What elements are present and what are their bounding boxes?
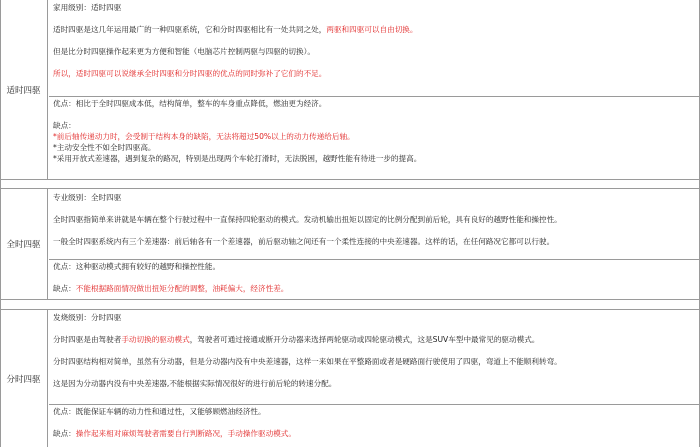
section-divider: [0, 179, 700, 180]
cons-item: *主动安全性不如全时四驱高。: [53, 143, 156, 152]
pros-text: 优点：这种驱动模式拥有较好的越野和操控性能。: [53, 262, 221, 271]
pros-text: 优点：相比于全时四驱成本低，结构简单，整车的车身重点降低，燃油更为经济。: [53, 99, 327, 108]
pros-cons: [49, 405, 699, 447]
cons-text: 不能根据路面情况做出扭矩分配的调整，油耗偏大，经济性差。: [75, 284, 289, 293]
highlight-text: 手动切换的驱动模式: [121, 335, 190, 344]
cons-text: 操作起来相对麻烦驾驶者需要自行判断路况，手动操作驱动模式。: [75, 429, 296, 438]
level-text: 家用级别：适时四驱: [53, 3, 122, 12]
section-description: [49, 0, 699, 96]
cons-item: *采用开放式差速器，遇到复杂的路况，特别是出现两个车轮打滑时，无法脱困，越野性能有待进一步的提高。: [53, 154, 422, 163]
pros-text: 优点：既能保证车辆的动力性和通过性，又能够顾燃油经济性。: [53, 407, 266, 416]
section-divider: [0, 299, 700, 300]
pros-cons: [49, 260, 699, 299]
paragraph: 适时四驱是这几年运用最广的一种四驱系统，它和分时四驱相比有一处共同之处，两驱和四驱可以自由切换。: [53, 25, 418, 34]
highlight-paragraph: 所以，适时四驱可以说继承全时四驱和分时四驱的优点的同时弥补了它们的不足。: [53, 69, 327, 78]
paragraph: 但是比分时四驱操作起来更为方便和智能（电脑芯片控制两驱与四驱的切换）。: [53, 47, 315, 56]
cons-line: 缺点：不能根据路面情况做出扭矩分配的调整，油耗偏大，经济性差。: [53, 284, 289, 293]
paragraph: 一般全时四驱系统内有三个差速器：前后轴各有一个差速器，前后驱动轴之间还有一个柔性连接的中央差速器。这样的话，在任何路况它都可以行驶。: [53, 237, 555, 246]
section-description: [49, 310, 699, 404]
paragraph: 分时四驱结构相对简单，虽然有分动器，但是分动器内没有中央差速器，这样一来如果在平整路面或者是硬路面行驶使用了四驱，弯道上不能顺利转弯。: [53, 357, 562, 366]
section-description: [49, 189, 699, 259]
pros-cons: [49, 97, 699, 179]
level-text: 专业级别：全时四驱: [53, 193, 122, 202]
cons-label: 缺点：: [53, 121, 76, 130]
section-row-fulltime-4wd: [0, 189, 700, 299]
level-text: 发烧级别：分时四驱: [53, 313, 122, 322]
section-label: 分时四驱: [0, 310, 48, 447]
cons-item: *前后轴传递动力时，会受制于结构本身的缺陷，无法将超过50%以上的动力传递给后轴。: [53, 132, 355, 141]
section-label: 适时四驱: [0, 0, 48, 180]
paragraph: 分时四驱是由驾驶者手动切换的驱动模式，驾驶者可通过接通或断开分动器来选择两轮驱动或四轮驱动模式，这是SUV车型中最常见的驱动模式。: [53, 335, 540, 344]
paragraph: 全时四驱指简单来讲就是车辆在整个行驶过程中一直保持四轮驱动的模式。发动机输出扭矩以固定的比例分配到前后轮，具有良好的越野性能和操控性。: [53, 215, 562, 224]
paragraph: 这是因为分动器内没有中央差速器,不能根据实际情况很好的进行前后轮的转速分配。: [53, 379, 337, 388]
cons-line: 缺点：操作起来相对麻烦驾驶者需要自行判断路况，手动操作驱动模式。: [53, 429, 296, 438]
section-label: 全时四驱: [0, 189, 48, 299]
section-row-parttime-4wd: [0, 310, 700, 447]
section-row-realtime-4wd: [0, 0, 700, 180]
highlight-text: 两驱和四驱可以自由切换。: [326, 25, 418, 34]
